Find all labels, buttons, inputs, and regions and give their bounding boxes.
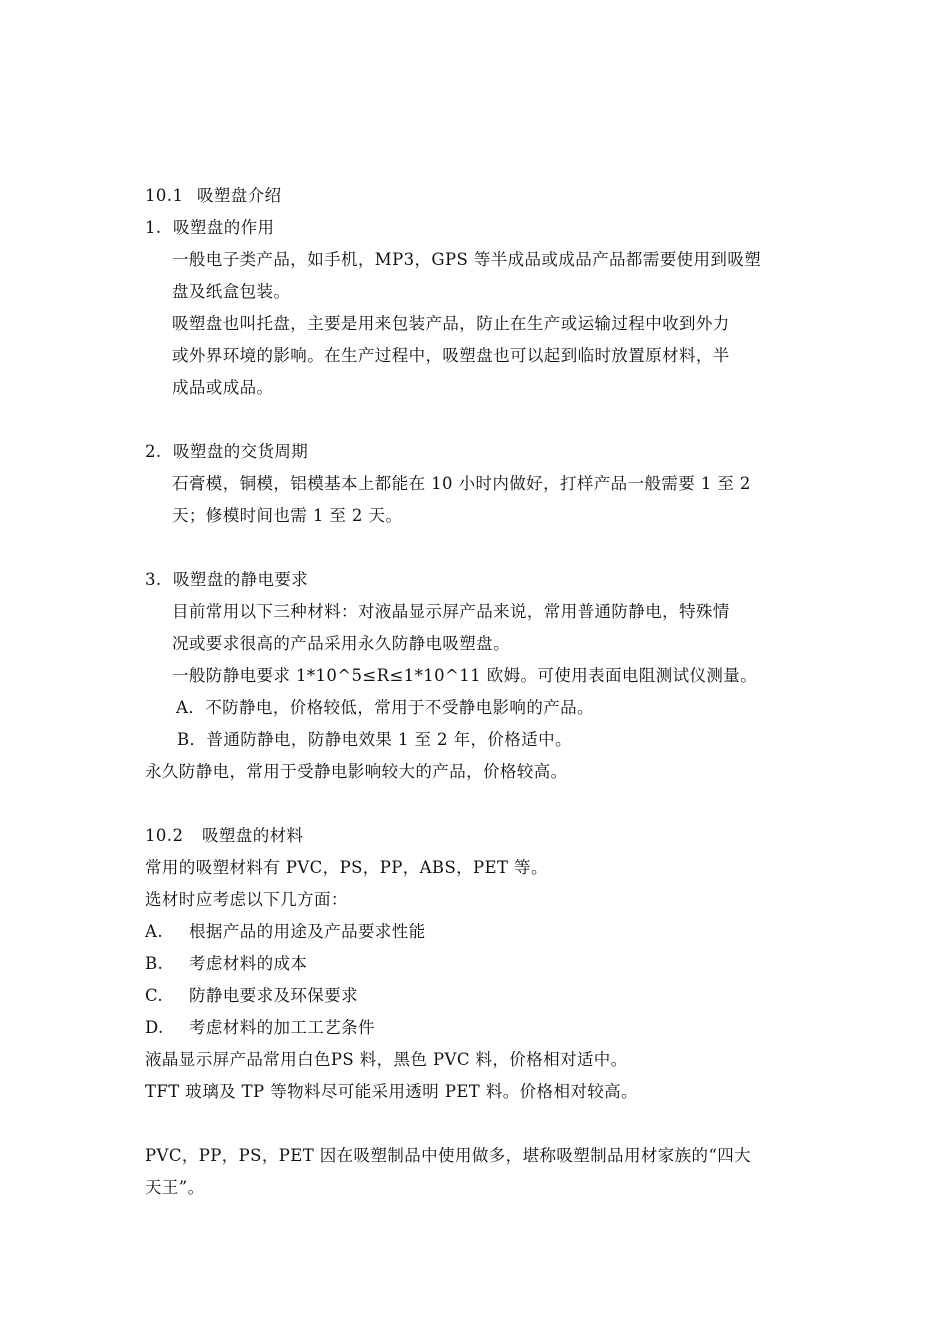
- paragraph-line: 盘及纸盒包装。: [172, 282, 291, 301]
- paragraph-line: 石膏模，铜模，铝模基本上都能在 10 小时内做好，打样产品一般需要 1 至 2: [172, 474, 751, 493]
- paragraph-line: 吸塑盘也叫托盘，主要是用来包装产品，防止在生产或运输过程中收到外力: [172, 314, 730, 333]
- section-number: 10.1: [145, 186, 184, 205]
- list-item-text: 考虑材料的成本: [189, 954, 308, 973]
- item-number: 1.: [145, 218, 162, 237]
- paragraph-line: 一般电子类产品，如手机，MP3，GPS 等半成品或成品产品都需要使用到吸塑: [172, 250, 762, 269]
- item-title: 吸塑盘的作用: [173, 218, 275, 237]
- paragraph-line: 选材时应考虑以下几方面：: [145, 890, 348, 909]
- list-item-marker: C.: [145, 986, 164, 1005]
- item-title: 吸塑盘的静电要求: [173, 570, 309, 589]
- item-number: 3.: [145, 570, 162, 589]
- list-item-text: 根据产品的用途及产品要求性能: [189, 922, 426, 941]
- section-number: 10.2: [145, 826, 184, 845]
- list-item-marker: D.: [145, 1018, 164, 1037]
- paragraph-line: 液晶显示屏产品常用白色PS 料，黑色 PVC 料，价格相对适中。: [145, 1050, 628, 1069]
- item-number: 2.: [145, 442, 162, 461]
- section-heading-10-1: [145, 186, 282, 206]
- paragraph-line: PVC，PP，PS，PET 因在吸塑制品中使用做多，堪称吸塑制品用材家族的“四大: [145, 1146, 752, 1165]
- list-item-text: 考虑材料的加工工艺条件: [189, 1018, 375, 1037]
- list-item: [145, 986, 358, 1006]
- paragraph-line: 一般防静电要求 1*10^5≤R≤1*10^11 欧姆。可使用表面电阻测试仪测量。: [172, 666, 758, 685]
- item-heading-2: [145, 442, 308, 462]
- section-title: 吸塑盘介绍: [197, 186, 282, 205]
- section-title: 吸塑盘的材料: [202, 826, 304, 845]
- item-heading-1: [145, 218, 274, 238]
- section-heading-10-2: [145, 826, 303, 846]
- paragraph-line: 况或要求很高的产品采用永久防静电吸塑盘。: [172, 634, 510, 653]
- option-c: 永久防静电，常用于受静电影响较大的产品，价格较高。: [145, 762, 568, 781]
- list-item-marker: A.: [145, 922, 163, 941]
- paragraph-line: 天；修模时间也需 1 至 2 天。: [172, 506, 403, 525]
- paragraph-line: 常用的吸塑材料有 PVC，PS，PP，ABS，PET 等。: [145, 858, 548, 877]
- option-a: A．不防静电，价格较低，常用于不受静电影响的产品。: [176, 698, 594, 717]
- paragraph-line: 成品或成品。: [172, 378, 274, 397]
- list-item: [145, 922, 426, 942]
- list-item: [145, 1018, 375, 1038]
- option-b: B．普通防静电，防静电效果 1 至 2 年，价格适中。: [177, 730, 572, 749]
- paragraph-line: TFT 玻璃及 TP 等物料尽可能采用透明 PET 料。价格相对较高。: [145, 1082, 638, 1101]
- item-heading-3: [145, 570, 308, 590]
- paragraph-line: 目前常用以下三种材料：对液晶显示屏产品来说，常用普通防静电，特殊情: [172, 602, 730, 621]
- list-item-marker: B.: [145, 954, 164, 973]
- paragraph-line: 或外界环境的影响。在生产过程中，吸塑盘也可以起到临时放置原材料，半: [172, 346, 730, 365]
- item-title: 吸塑盘的交货周期: [173, 442, 309, 461]
- paragraph-line: 天王”。: [145, 1178, 205, 1197]
- list-item: [145, 954, 307, 974]
- list-item-text: 防静电要求及环保要求: [189, 986, 358, 1005]
